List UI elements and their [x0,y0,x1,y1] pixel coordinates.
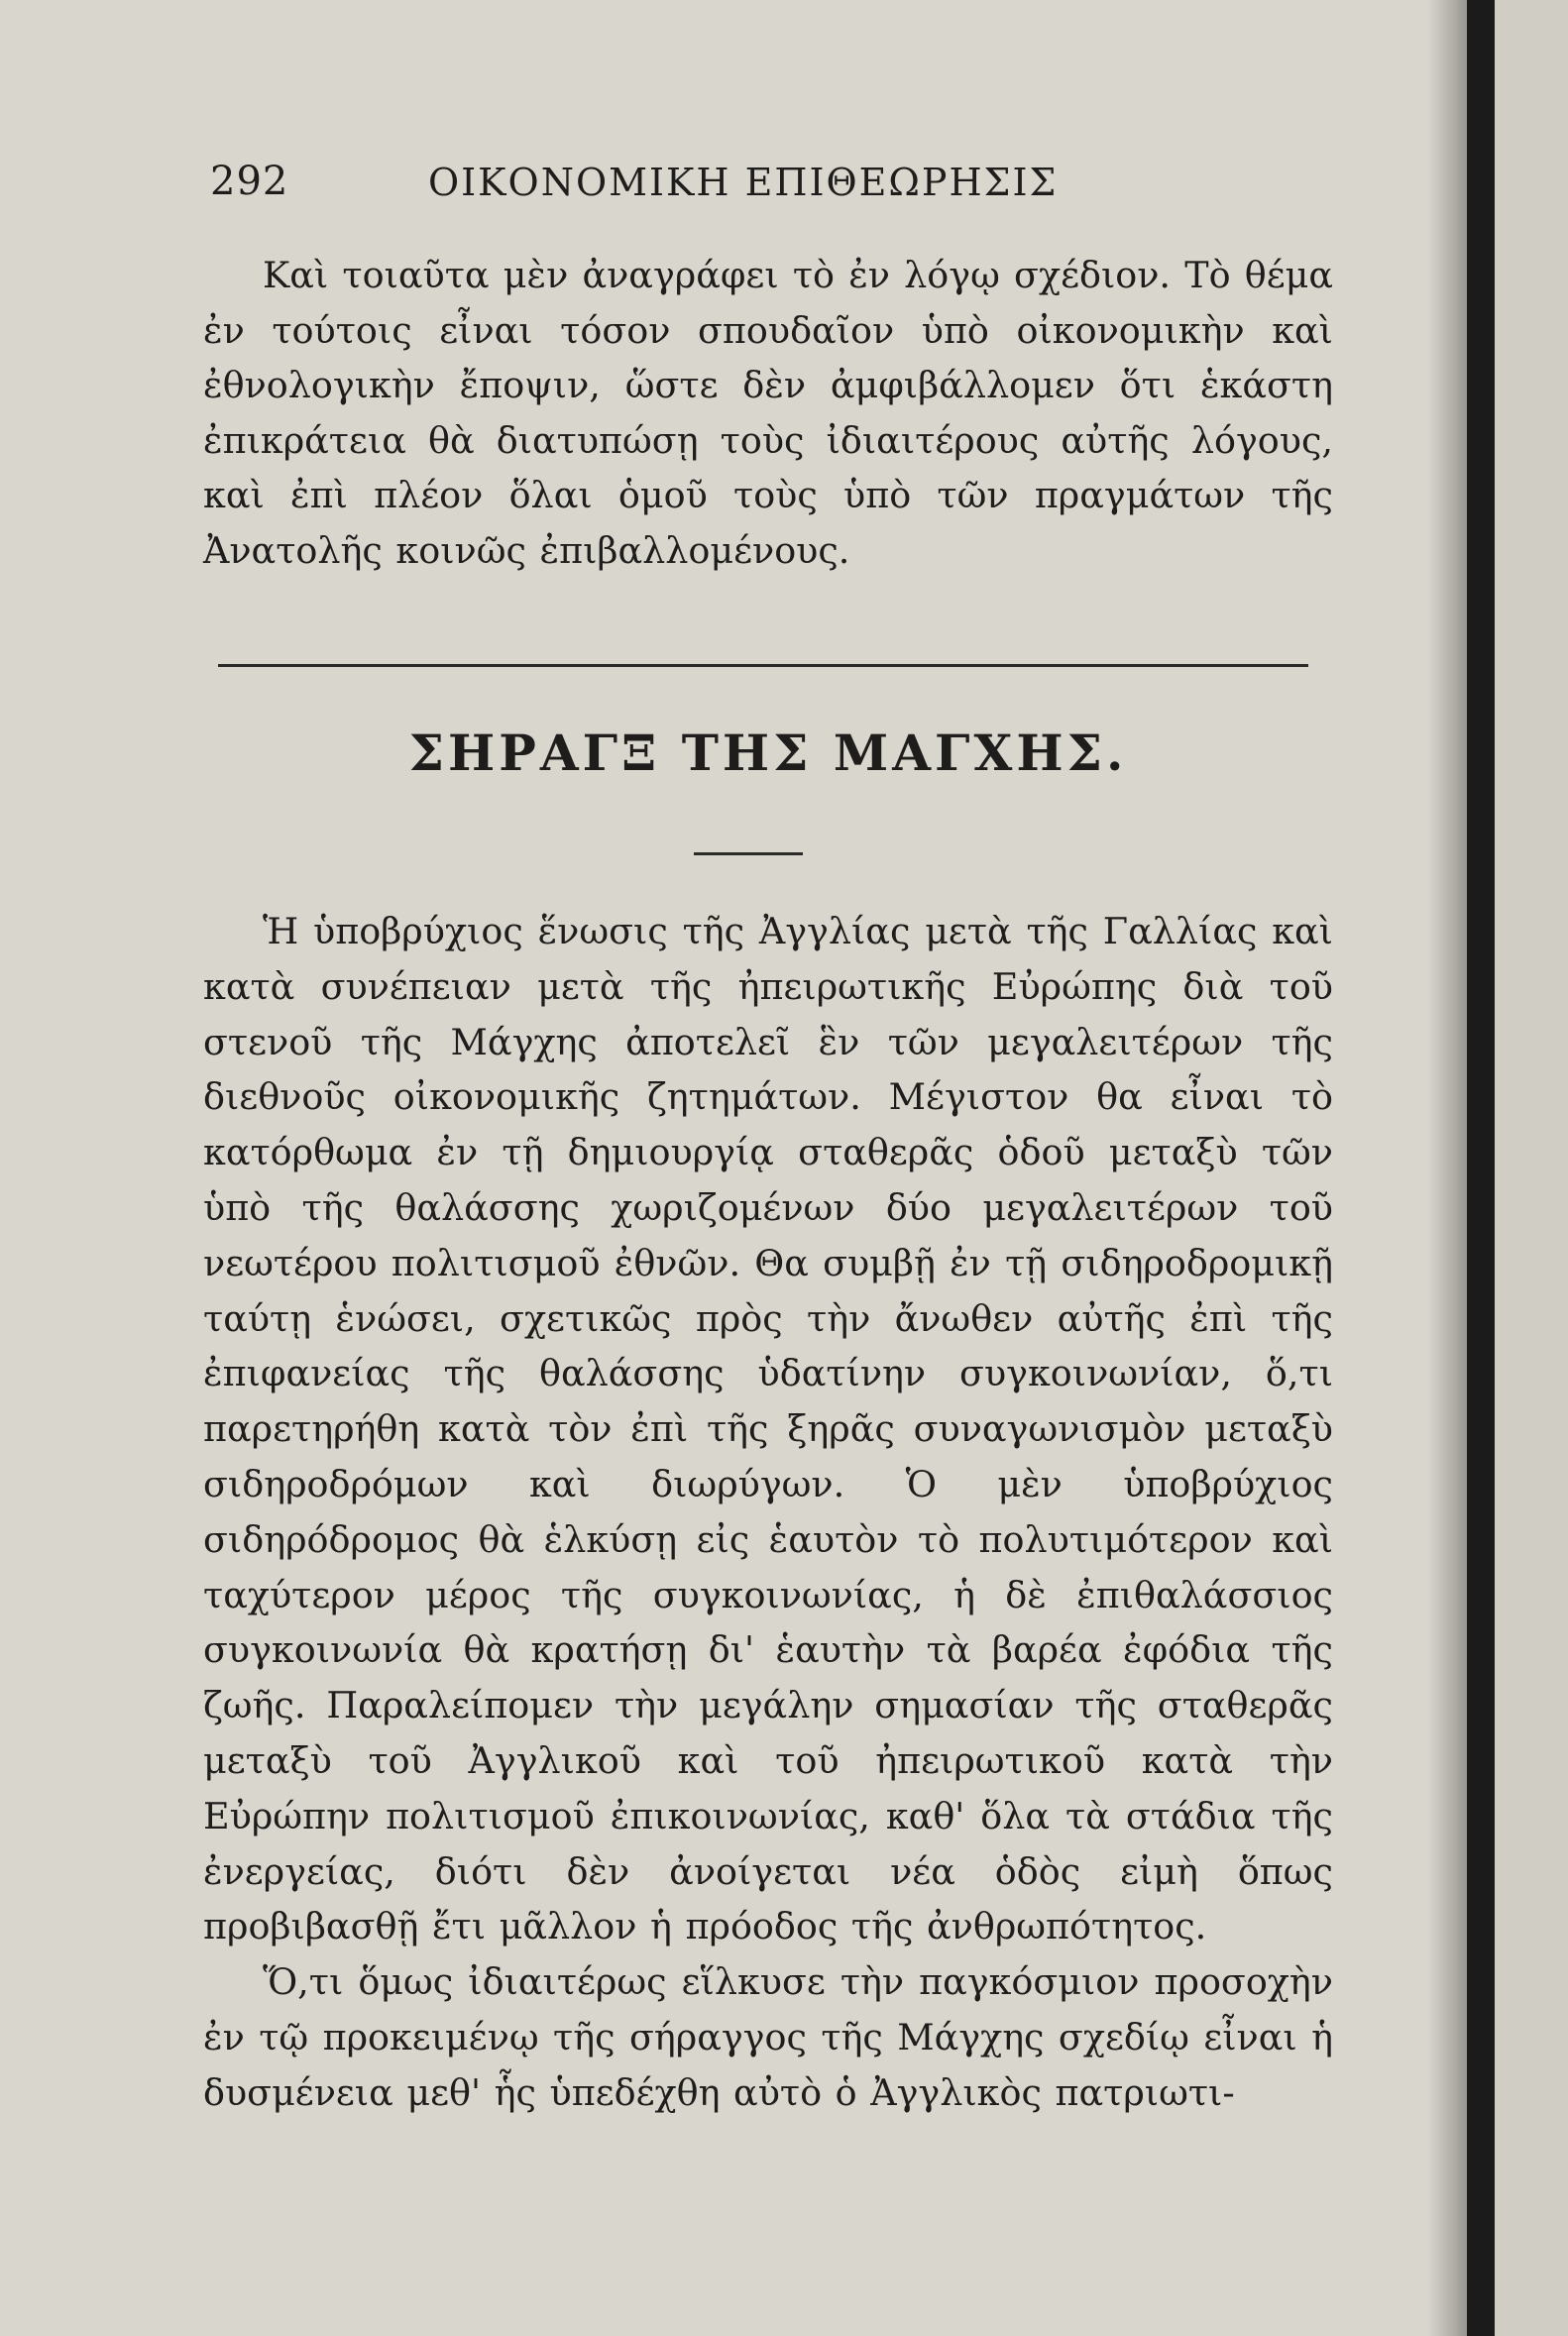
section-heading: ΣΗΡΑΓΞ ΤΗΣ ΜΑΓΧΗΣ. [408,723,1128,782]
section-paragraph-1: Ἡ ὑποβρύχιος ἕνωσις τῆς Ἀγγλίας μετὰ τῆς Γαλλίας καὶ κατὰ συνέπειαν μετὰ τῆς ἠπειρωτικῆς Εὐρώπης διὰ τοῦ στενοῦ τῆς Μάγχης ἀποτελεῖ ἓν τῶν μεγαλειτέρων τῆς διεθνοῦς οἰκονομικῆς ζητημάτων. Μέγιστον θα εἶναι τὸ κατόρθωμα ἐν τῇ δημιουργίᾳ σταθερᾶς ὁδοῦ μεταξὺ τῶν ὑπὸ τῆς θαλάσσης χωριζομένων δύο μεγαλειτέρων τοῦ νεωτέρου πολιτισμοῦ ἐθνῶν. Θα συμβῇ ἐν τῇ σιδηροδρομικῇ ταύτῃ ἑνώσει, σχετικῶς πρὸς τὴν ἄνωθεν αὐτῆς ἐπὶ τῆς ἐπιφανείας τῆς θαλάσσης ὑδατίνην συγκοινωνίαν, ὅ,τι παρετηρήθη κατὰ τὸν ἐπὶ τῆς ξηρᾶς συναγωνισμὸν μεταξὺ σιδηροδρόμων καὶ διωρύγων. Ὁ μὲν ὑποβρύχιος σιδηρόδρομος θὰ ἑλκύσῃ εἰς ἑαυτὸν τὸ πολυτιμότερον καὶ ταχύτερον μέρος τῆς συγκοινωνίας, ἡ δὲ ἐπιθαλάσσιος συγκοινωνία θὰ κρατήσῃ δι' ἑαυτὴν τὰ βαρέα ἐφόδια τῆς ζωῆς. Παραλείπομεν τὴν μεγάλην σημασίαν τῆς σταθερᾶς μεταξὺ τοῦ Ἀγγλικοῦ καὶ τοῦ ἠπειρωτικοῦ κατὰ τὴν Εὐρώπην πολιτισμοῦ ἐπικοινωνίας, καθ' ὅλα τὰ στάδια τῆς ἐνεργείας, διότι δὲν ἀνοίγεται νέα ὁδὸς εἰμὴ ὅπως προβιβασθῇ ἔτι μᾶλλον ἡ πρόοδος τῆς ἀνθρωπότητος. [203,910,1333,1948]
book-binding [1467,0,1495,2336]
running-title: ΟΙΚΟΝΟΜΙΚΗ ΕΠΙΘΕΩΡΗΣΙΣ [428,161,1059,204]
facing-page-edge [1495,0,1568,2336]
page-number: 292 [210,159,289,204]
section-paragraph-2: Ὅ,τι ὅμως ἰδιαιτέρως εἵλκυσε τὴν παγκόσμιον προσοχὴν ἐν τῷ προκειμένῳ τῆς σήραγγος τῆς Μάγχης σχεδίῳ εἶναι ἡ δυσμένεια μεθ' ἧς ὑπεδέχθη αὐτὸ ὁ Ἀγγλικὸς πατριωτι- [203,1960,1333,2114]
section-text-block [203,904,1333,2121]
intro-paragraph: Καὶ τοιαῦτα μὲν ἀναγράφει τὸ ἐν λόγῳ σχέδιον. Τὸ θέμα ἐν τούτοις εἶναι τόσον σπουδαῖον ὑπὸ οἰκονομικὴν καὶ ἐθνολογικὴν ἔποψιν, ὥστε δὲν ἀμφιβάλλομεν ὅτι ἑκάστη ἐπικράτεια θὰ διατυπώσῃ τοὺς ἰδιαιτέρους αὐτῆς λόγους, καὶ ἐπὶ πλέον ὅλαι ὁμοῦ τοὺς ὑπὸ τῶν πραγμάτων τῆς Ἀνατολῆς κοινῶς ἐπιβαλλομένους. [203,254,1333,572]
gutter-shadow [1427,0,1467,2336]
intro-text-block [203,248,1333,578]
heading-underline-rule [694,852,803,855]
section-divider-rule [218,664,1308,667]
running-head [210,159,1310,218]
